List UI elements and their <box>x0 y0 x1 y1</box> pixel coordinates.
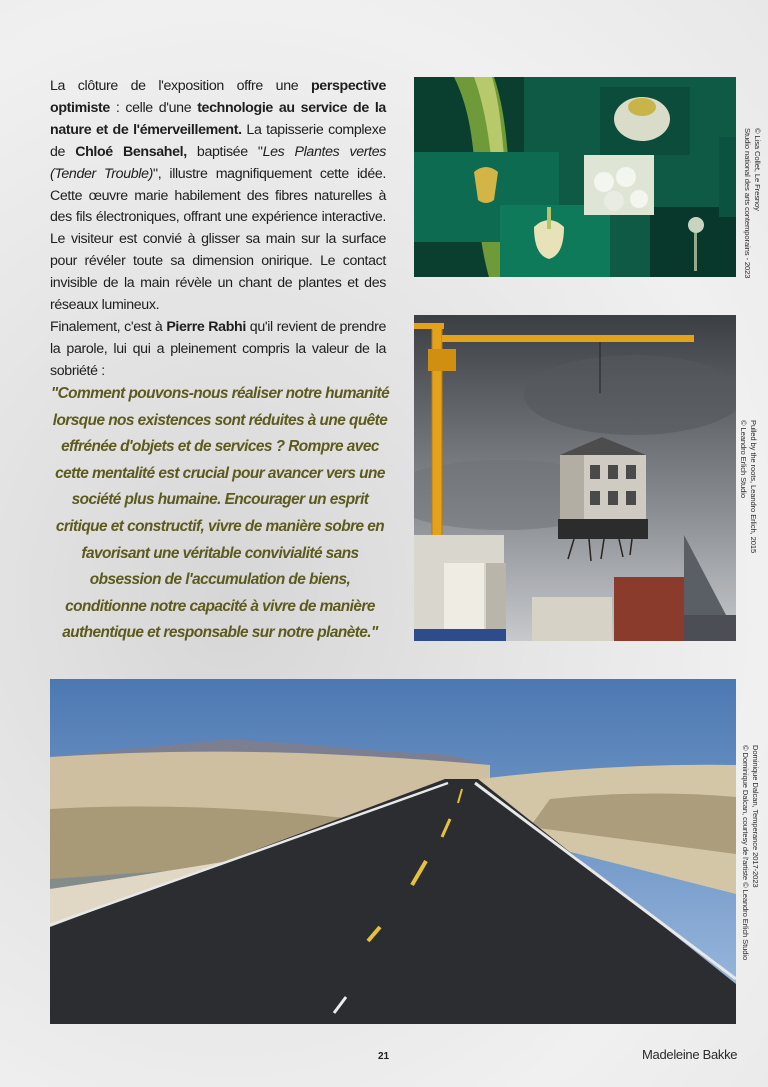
artist-name: Chloé Bensahel, <box>75 143 187 160</box>
text-run: baptisée " <box>186 143 263 160</box>
text-bold: technologie au service de la nature et de l'émerveillement. <box>50 99 386 138</box>
author-name: Madeleine Bakke <box>642 1047 738 1062</box>
paragraph-1 <box>50 76 386 317</box>
text-run: La clôture de l'exposition offre une <box>50 78 311 94</box>
caption-line: © Dominique Dalcan, courtesy de l'artiste © Leandro Erlich Studio <box>741 745 750 961</box>
photo-credit-house <box>738 420 758 553</box>
text-run: ", illustre magnifiquement cette idée. Cette œuvre marie habilement des fibres naturelles à des fils électroniques, offrant une expérience interactive. Le visiteur est convié à glisser sa main sur la surface pour révéler toute sa dimension onirique. Le contact invisible de la main révèle un chant de plantes et des réseaux lumineux. <box>50 165 386 314</box>
tapestry-photo <box>414 77 736 277</box>
caption-line: Dominique Dalcan, Temperance 2017-2023 <box>751 745 760 888</box>
paragraph-2 <box>50 317 386 383</box>
desert-road-photo <box>50 679 736 1024</box>
photo-credit-tapestry <box>742 128 762 278</box>
pull-quote: "Comment pouvons-nous réaliser notre humanité lorsque nos existences sont réduites à une quête effrénée d'objets et de services ? Rompre avec cette mentalité est crucial pour avancer vers une société plus humaine. Encourager un esprit critique et constructif, vivre de manière sobre en favorisant une véritable convivialité sans obsession de l'accumulation de biens, conditionne notre capacité à vivre de manière authentique et responsable sur notre planète." <box>50 385 390 642</box>
text-run: La tapisserie complexe de <box>50 121 386 160</box>
person-name: Pierre Rabhi <box>166 318 246 335</box>
floating-house-photo <box>414 315 736 641</box>
text-run: qu'il revient de prendre la parole, lui qui a pleinement compris la valeur de la sobriété : <box>50 318 386 379</box>
text-run: : celle d'une <box>109 99 198 116</box>
text-bold: perspective optimiste <box>50 78 386 116</box>
photo-credit-road <box>740 745 760 960</box>
article-text <box>50 76 386 383</box>
caption-line: © Leandro Erlich Studio <box>739 420 748 499</box>
caption-line: Studio national des arts contemporains - 2023 <box>743 128 752 279</box>
text-run: Finalement, c'est à <box>50 318 167 335</box>
caption-line: Pulled by the roots, Leandro Erlich, 2015 <box>749 420 758 554</box>
caption-line: © Lisa Collet, Le Fresnoy <box>753 128 762 211</box>
page-number: 21 <box>378 1051 390 1062</box>
artwork-title: Les Plantes vertes (Tender Trouble) <box>50 143 386 182</box>
